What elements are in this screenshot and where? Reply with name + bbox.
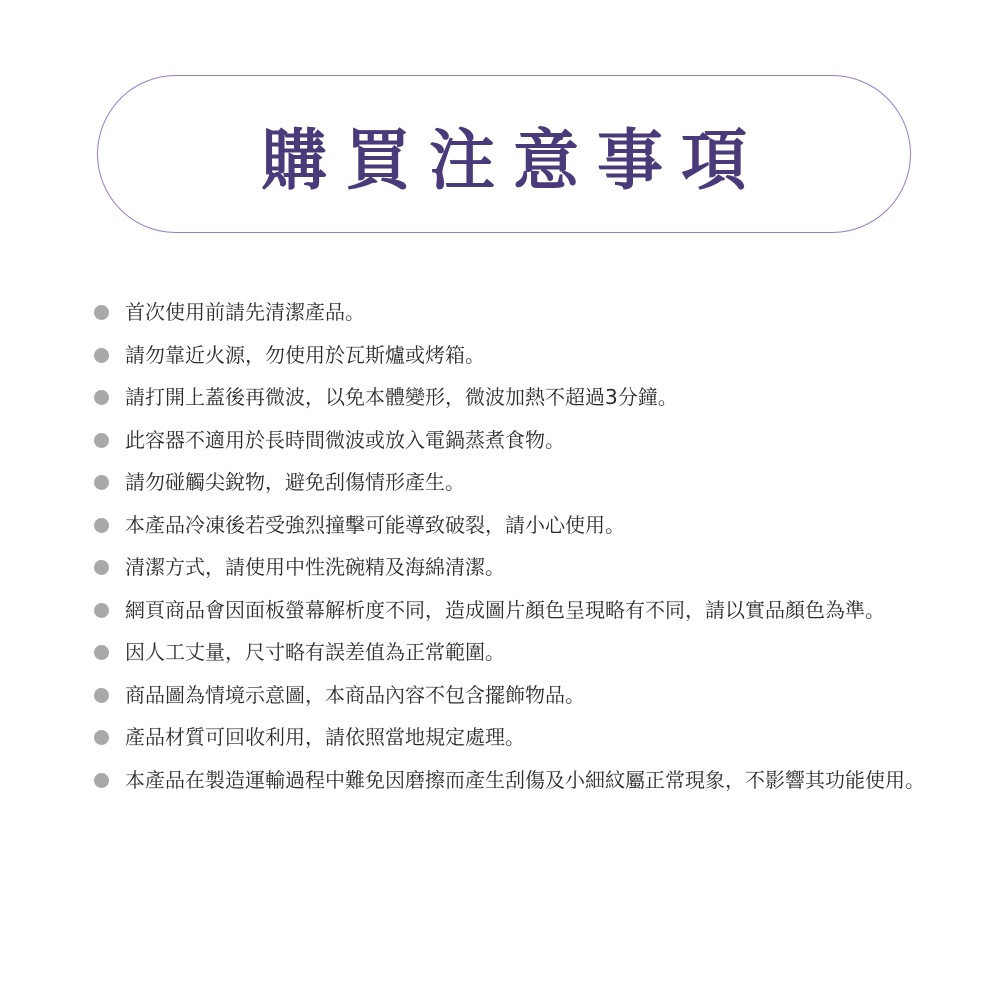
notice-text: 請勿靠近火源，勿使用於瓦斯爐或烤箱。 — [125, 342, 485, 367]
title-banner — [97, 75, 911, 233]
bullet-dot-icon — [94, 730, 109, 745]
notice-text: 本產品在製造運輸過程中難免因磨擦而產生刮傷及小細紋屬正常現象，不影響其功能使用。 — [125, 767, 925, 792]
bullet-dot-icon — [94, 348, 109, 363]
list-item — [90, 334, 940, 377]
notice-text: 請勿碰觸尖銳物，避免刮傷情形產生。 — [125, 470, 465, 494]
notice-text: 網頁商品會因面板螢幕解析度不同，造成圖片顏色呈現略有不同，請以實品顏色為準。 — [125, 597, 885, 622]
list-item — [90, 546, 940, 589]
notice-list — [90, 291, 940, 801]
list-item — [90, 376, 940, 419]
list-item — [90, 461, 940, 504]
notice-text: 此容器不適用於長時間微波或放入電鍋蒸煮食物。 — [125, 427, 565, 452]
notice-text: 請打開上蓋後再微波，以免本體變形，微波加熱不超過3分鐘。 — [125, 385, 678, 409]
bullet-dot-icon — [94, 688, 109, 703]
bullet-dot-icon — [94, 433, 109, 448]
page-title: 購買注意事項 — [261, 121, 765, 199]
list-item — [90, 674, 940, 717]
bullet-dot-icon — [94, 603, 109, 618]
list-item — [90, 419, 940, 462]
bullet-dot-icon — [94, 518, 109, 533]
notice-text: 商品圖為情境示意圖，本商品內容不包含擺飾物品。 — [125, 682, 585, 707]
bullet-dot-icon — [94, 305, 109, 320]
notice-text: 產品材質可回收利用，請依照當地規定處理。 — [125, 725, 525, 749]
bullet-dot-icon — [94, 645, 109, 660]
notice-text: 清潔方式，請使用中性洗碗精及海綿清潔。 — [125, 555, 505, 579]
list-item — [90, 631, 940, 674]
list-item — [90, 589, 940, 632]
list-item — [90, 716, 940, 759]
bullet-dot-icon — [94, 560, 109, 575]
list-item — [90, 291, 940, 334]
bullet-dot-icon — [94, 390, 109, 405]
notice-text: 本產品冷凍後若受強烈撞擊可能導致破裂，請小心使用。 — [125, 512, 625, 537]
notice-text: 首次使用前請先清潔產品。 — [125, 300, 365, 324]
list-item — [90, 504, 940, 547]
notice-text: 因人工丈量，尺寸略有誤差值為正常範圍。 — [125, 640, 505, 664]
bullet-dot-icon — [94, 475, 109, 490]
list-item — [90, 759, 940, 802]
bullet-dot-icon — [94, 773, 109, 788]
